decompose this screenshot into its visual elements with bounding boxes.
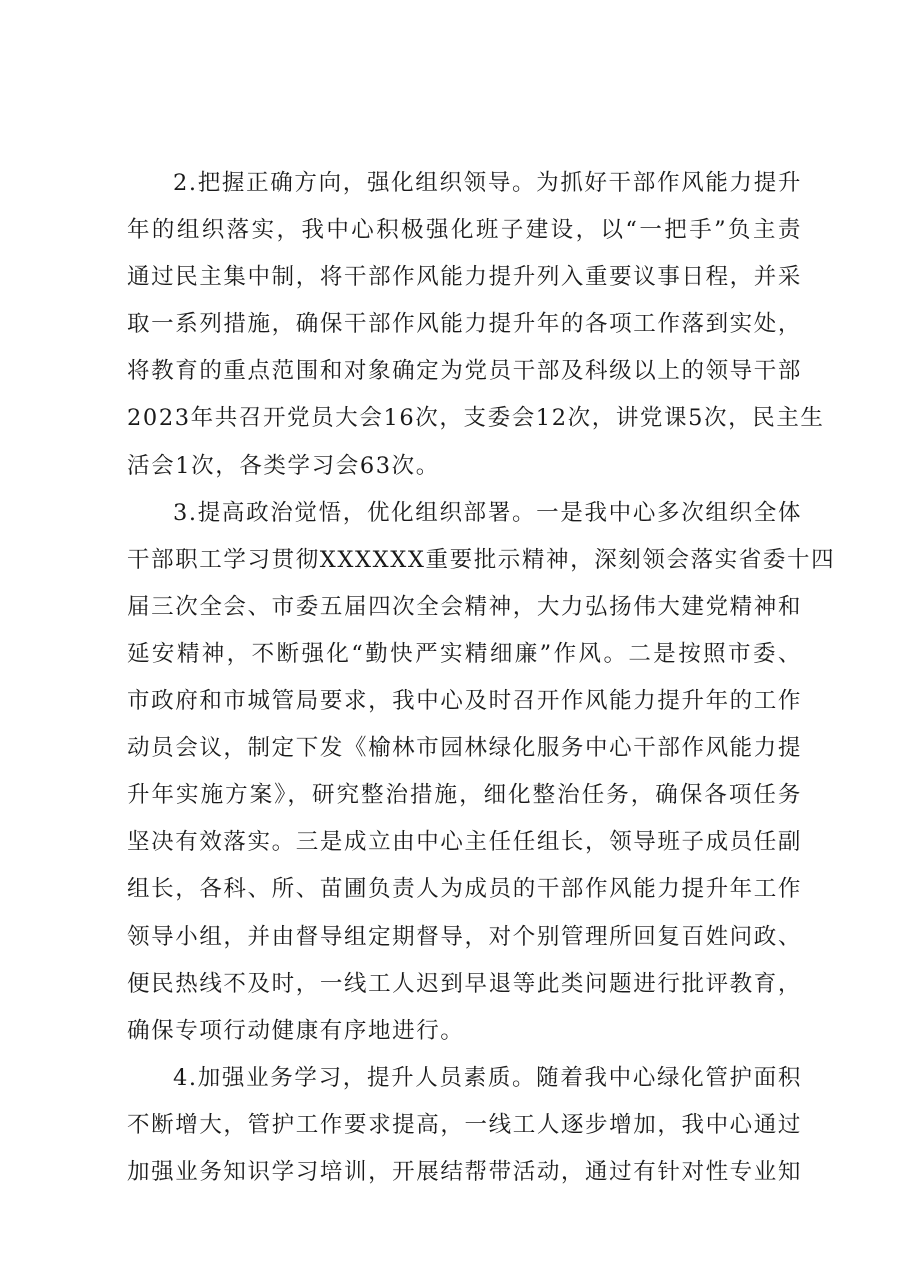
paragraph-line: 确保专项行动健康有序地进行。 xyxy=(127,1017,465,1044)
paragraph-line: 升年实施方案》，研究整治措施，细化整治任务，确保各项任务 xyxy=(127,782,802,809)
paragraph-line: 年的组织落实，我中心积极强化班子建设，以“一把手”负主责 xyxy=(127,217,802,244)
paragraph-line: 干部职工学习贯彻XXXXXX重要批示精神，深刻领会落实省委十四 xyxy=(127,546,836,573)
paragraph-line: 届三次全会、市委五届四次全会精神，大力弘扬伟大建党精神和 xyxy=(127,593,802,620)
paragraph-line: 加强业务知识学习培训，开展结帮带活动，通过有针对性专业知 xyxy=(127,1158,802,1185)
paragraph-line: 延安精神，不断强化“勤快严实精细廉”作风。二是按照市委、 xyxy=(127,640,802,667)
paragraph-line: 坚决有效落实。三是成立由中心主任任组长，领导班子成员任副 xyxy=(127,829,802,856)
paragraph-organization-leadership xyxy=(127,160,825,490)
paragraph-line: 组长，各科、所、苗圃负责人为成员的干部作风能力提升年工作 xyxy=(127,876,802,903)
paragraph-line: 领导小组，并由督导组定期督导，对个别管理所回复百姓问政、 xyxy=(127,923,802,950)
paragraph-line: 通过民主集中制，将干部作风能力提升列入重要议事日程，并采 xyxy=(127,264,802,291)
paragraph-political-awareness xyxy=(127,490,836,1055)
paragraph-line: 2.把握正确方向，强化组织领导。为抓好干部作风能力提升 xyxy=(173,170,802,196)
paragraph-line: 3.提高政治觉悟，优化组织部署。一是我中心多次组织全体 xyxy=(173,499,802,526)
document-body xyxy=(127,160,836,1196)
paragraph-line: 将教育的重点范围和对象确定为党员干部及科级以上的领导干部 xyxy=(127,358,802,385)
paragraph-line: 取一系列措施，确保干部作风能力提升年的各项工作落到实处， xyxy=(127,311,802,338)
paragraph-line: 4.加强业务学习，提升人员素质。随着我中心绿化管护面积 xyxy=(173,1064,802,1091)
paragraph-line: 市政府和市城管局要求，我中心及时召开作风能力提升年的工作 xyxy=(127,688,802,715)
paragraph-line: 不断增大，管护工作要求提高，一线工人逐步增加，我中心通过 xyxy=(127,1111,802,1138)
paragraph-line: 活会1次，各类学习会63次。 xyxy=(127,452,440,479)
paragraph-business-learning xyxy=(127,1055,802,1196)
paragraph-line: 2023年共召开党员大会16次，支委会12次，讲党课5次，民主生 xyxy=(127,405,825,432)
paragraph-line: 动员会议，制定下发《榆林市园林绿化服务中心干部作风能力提 xyxy=(127,735,802,762)
paragraph-line: 便民热线不及时，一线工人迟到早退等此类问题进行批评教育， xyxy=(127,970,802,997)
